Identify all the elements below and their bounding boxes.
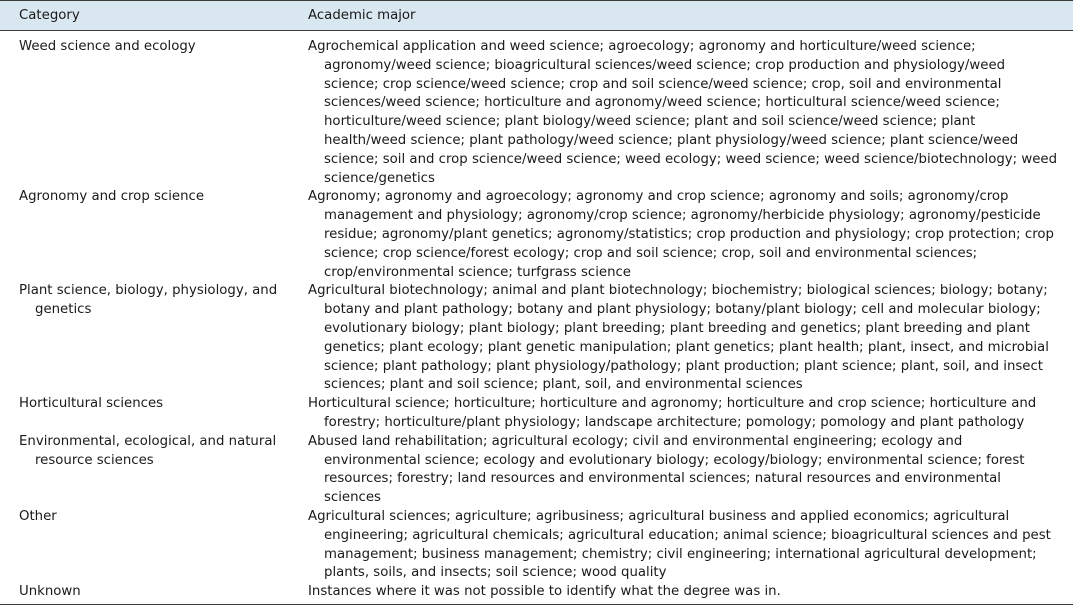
table-row — [0, 395, 1073, 433]
table-row — [0, 38, 1073, 188]
category-cell: Plant science, biology, physiology, and genetics — [19, 283, 278, 318]
table-row — [0, 433, 1073, 508]
major-cell: Agronomy; agronomy and agroecology; agronomy and crop science; agronomy and soils; agronomy/crop management and physiology; agronomy/crop science; agronomy/herbicide physiology; agronomy/pesticide residue; agronomy/plant genetics; agronomy/statistics; crop production and physiology; crop protection; crop science; crop science/forest ecology; crop and soil science; crop, soil and environmental sciences; crop/environmental science; turfgrass science — [308, 189, 1054, 280]
major-cell: Agrochemical application and weed science; agroecology; agronomy and horticulture/weed science; agronomy/weed science; bioagricultural sciences/weed science; crop production and physiology/weed science; crop science/weed science; crop and soil science/weed science; crop, soil and environmental sciences/weed science; horticulture and agronomy/weed science; horticultural science/weed science; horticulture/weed science; plant biology/weed science; plant and soil science/weed science; plant health/weed science; plant pathology/weed science; plant physiology/weed science; plant science/weed science; soil and crop science/weed science; weed ecology; weed science; weed science/biotechnology; weed science/genetics — [308, 39, 1058, 186]
header-academic-major: Academic major — [308, 8, 416, 23]
major-cell: Horticultural science; horticulture; horticulture and agronomy; horticulture and crop science; horticulture and forestry; horticulture/plant physiology; landscape architecture; pomology; pomology and plant pathology — [308, 396, 1037, 430]
table-row — [0, 583, 1073, 602]
category-cell: Other — [19, 508, 57, 524]
table-row — [0, 508, 1073, 583]
table-row — [0, 188, 1073, 282]
category-cell: Unknown — [19, 584, 81, 600]
major-cell: Agricultural biotechnology; animal and plant biotechnology; biochemistry; biological sciences; biology; botany; botany and plant pathology; botany and plant physiology; botany/plant biology; cell and molecular biology; evolutionary biology; plant biology; plant breeding; plant breeding and genetics; plant breeding and plant genetics; plant ecology; plant genetic manipulation; plant genetics; plant health; plant, insect, and microbial science; plant pathology; plant physiology/pathology; plant production; plant science; plant, soil, and insect sciences; plant and soil science; plant, soil, and environmental sciences — [308, 283, 1049, 393]
category-cell: Weed science and ecology — [19, 39, 196, 54]
header-category: Category — [19, 8, 80, 23]
category-cell: Horticultural sciences — [19, 396, 164, 412]
major-cell: Agricultural sciences; agriculture; agribusiness; agricultural business and applied economics; agricultural engineering; agricultural chemicals; agricultural education; animal science; bioagricultural sciences and pest management; business management; chemistry; civil engineering; international agricultural development; plants, soils, and insects; soil science; wood quality — [308, 508, 1051, 581]
table-body — [0, 31, 1073, 602]
table-row — [0, 282, 1073, 395]
major-cell: Instances where it was not possible to identify what the degree was in. — [308, 584, 781, 600]
major-cell: Abused land rehabilitation; agricultural ecology; civil and environmental engineering; ecology and environmental science; ecology and evolutionary biology; ecology/biology; environmental science; forest resources; forestry; land resources and environmental sciences; natural resources and environmental sciences — [308, 433, 1025, 506]
category-cell: Agronomy and crop science — [19, 189, 205, 205]
table-header-row — [0, 0, 1073, 31]
category-cell: Environmental, ecological, and natural resource sciences — [19, 433, 277, 468]
